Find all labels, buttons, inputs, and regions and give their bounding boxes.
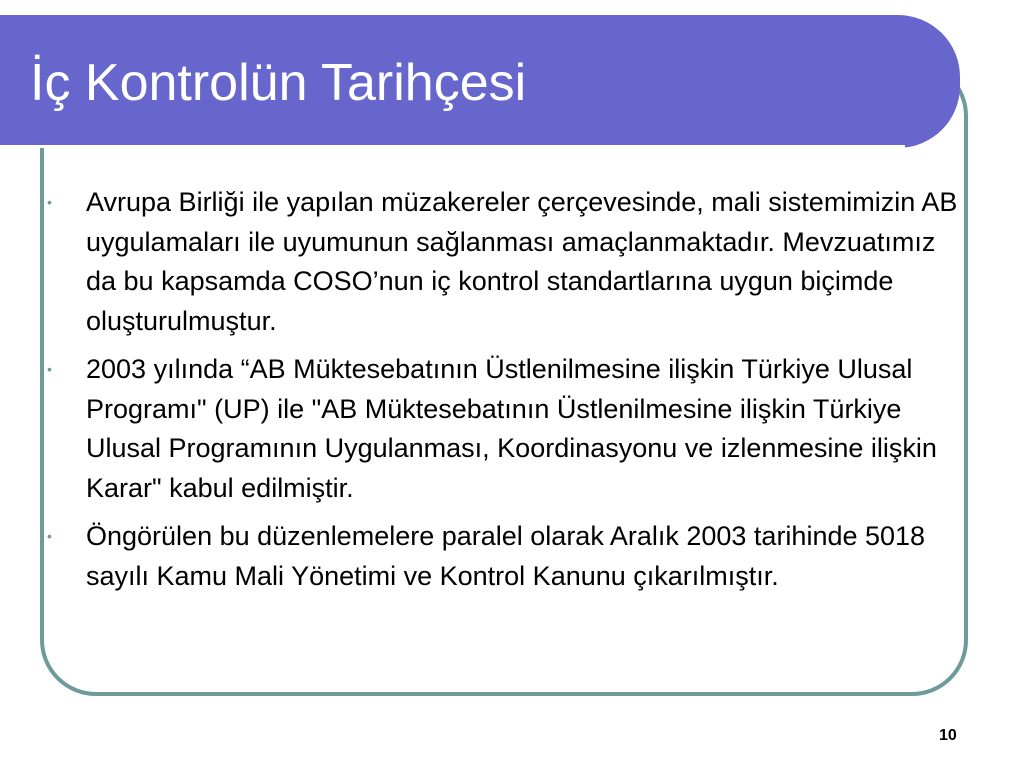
bullet-dot-icon: •	[47, 361, 52, 377]
bullet-list	[44, 183, 964, 605]
page-number: 10	[939, 727, 957, 744]
bullet-dot-icon: •	[47, 194, 52, 210]
slide-title: İç Kontrolün Tarihçesi	[30, 54, 527, 112]
bullet-text: Avrupa Birliği ile yapılan müzakereler çerçevesinde, mali sistemimizin AB uygulamaları ile uyumunun sağlanması amaçlanmaktadır. Mevzuatımız da bu kapsamda COSO’nun iç kontrol standartlarına uygun biçimde oluşturulmuştur.	[86, 187, 958, 336]
title-bar	[0, 15, 960, 148]
bullet-text: 2003 yılında “AB Müktesebatının Üstlenilmesine ilişkin Türkiye Ulusal Programı" (UP) ile "AB Müktesebatının Üstlenilmesine ilişkin Türkiye Ulusal Programının Uygulanması, Koordinasyonu ve izlenmesine ilişkin Karar" kabul edilmiştir.	[86, 354, 937, 503]
bullet-item	[44, 183, 964, 341]
bullet-dot-icon: •	[47, 528, 52, 544]
bullet-item	[44, 517, 964, 596]
title-underline	[0, 145, 905, 148]
bullet-item	[44, 350, 964, 508]
bullet-text: Öngörülen bu düzenlemelere paralel olarak Aralık 2003 tarihinde 5018 sayılı Kamu Mali Yönetimi ve Kontrol Kanunu çıkarılmıştır.	[86, 521, 926, 591]
